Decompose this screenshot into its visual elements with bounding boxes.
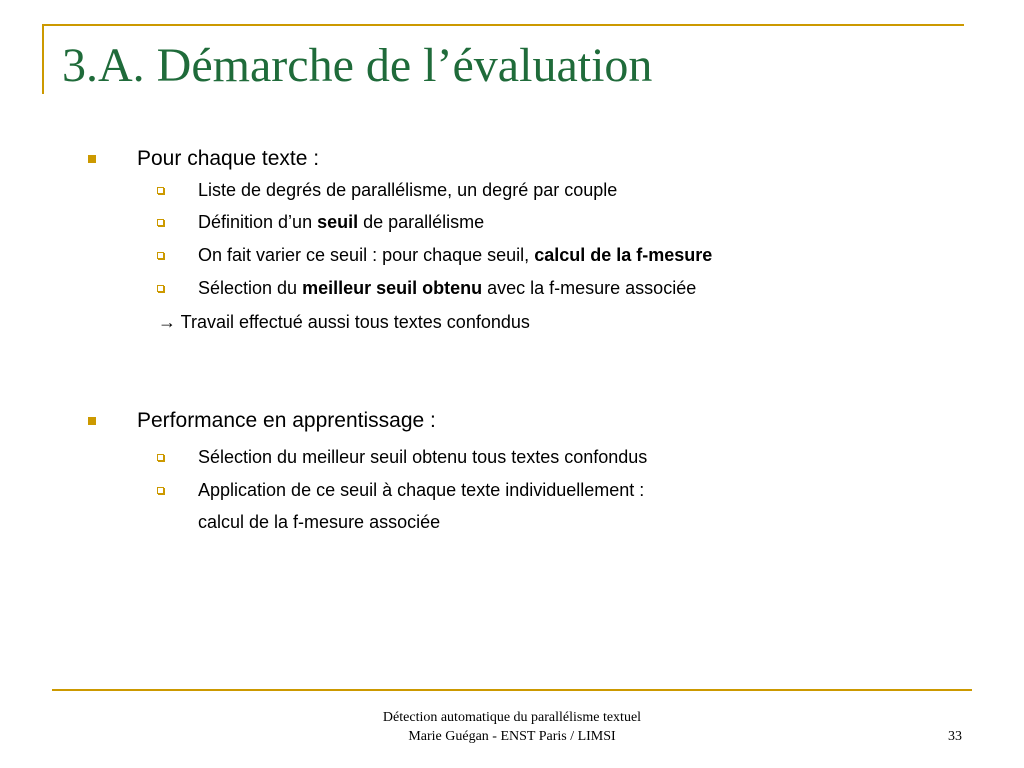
sub-bullet-text-bold: seuil	[317, 212, 359, 232]
sub-bullet-text-before: On fait varier ce seuil : pour chaque seuil,	[198, 245, 535, 265]
footer-divider	[52, 689, 972, 691]
hollow-square-bullet-icon	[157, 187, 164, 194]
page-number: 33	[948, 729, 962, 744]
sub-bullet-continuation: calcul de la f-mesure associée	[198, 512, 441, 532]
sub-bullet-varier-seuil	[198, 244, 712, 266]
sub-bullet-text-before: Définition d’un	[198, 212, 318, 232]
square-bullet-icon	[88, 417, 96, 425]
sub-bullet-application-seuil	[198, 479, 644, 501]
hollow-square-bullet-icon	[157, 454, 164, 461]
square-bullet-icon	[88, 155, 96, 163]
title-frame-top	[42, 24, 964, 26]
hollow-square-bullet-icon	[157, 219, 164, 226]
sub-bullet-definition-seuil	[198, 211, 484, 233]
sub-bullet-text: Liste de degrés de parallélisme, un degré par couple	[198, 180, 618, 200]
sub-bullet-text-bold: calcul de la f-mesure	[534, 245, 713, 265]
sub-bullet-selection-meilleur	[198, 277, 696, 299]
sub-bullet-text-bold: meilleur seuil obtenu	[302, 278, 483, 298]
arrow-note	[158, 311, 530, 333]
sub-bullet-text: Sélection du meilleur seuil obtenu tous textes confondus	[198, 447, 648, 467]
arrow-note-text: Travail effectué aussi tous textes confondus	[176, 312, 530, 332]
bullet-performance-apprentissage	[137, 408, 436, 434]
sub-bullet-text-before: Sélection du	[198, 278, 303, 298]
right-arrow-icon: →	[158, 312, 176, 332]
title-frame-left	[42, 24, 44, 94]
sub-bullet-text: Application de ce seuil à chaque texte individuellement :	[198, 480, 645, 500]
slide-title: 3.A. Démarche de l’évaluation	[62, 39, 653, 92]
hollow-square-bullet-icon	[157, 252, 164, 259]
sub-bullet-selection-tous-textes	[198, 446, 647, 468]
hollow-square-bullet-icon	[157, 285, 164, 292]
sub-bullet-liste-degres	[198, 179, 617, 201]
footer-line-1: Détection automatique du parallélisme textuel	[382, 710, 642, 725]
footer-line-2: Marie Guégan - ENST Paris / LIMSI	[408, 729, 616, 744]
bullet-text: Performance en apprentissage :	[137, 409, 436, 432]
hollow-square-bullet-icon	[157, 487, 164, 494]
bullet-text: Pour chaque texte :	[137, 147, 320, 170]
sub-bullet-text-after: avec la f-mesure associée	[482, 278, 697, 298]
bullet-pour-chaque-texte	[137, 146, 319, 172]
footer-credits	[312, 708, 712, 746]
sub-bullet-text-after: de parallélisme	[358, 212, 485, 232]
